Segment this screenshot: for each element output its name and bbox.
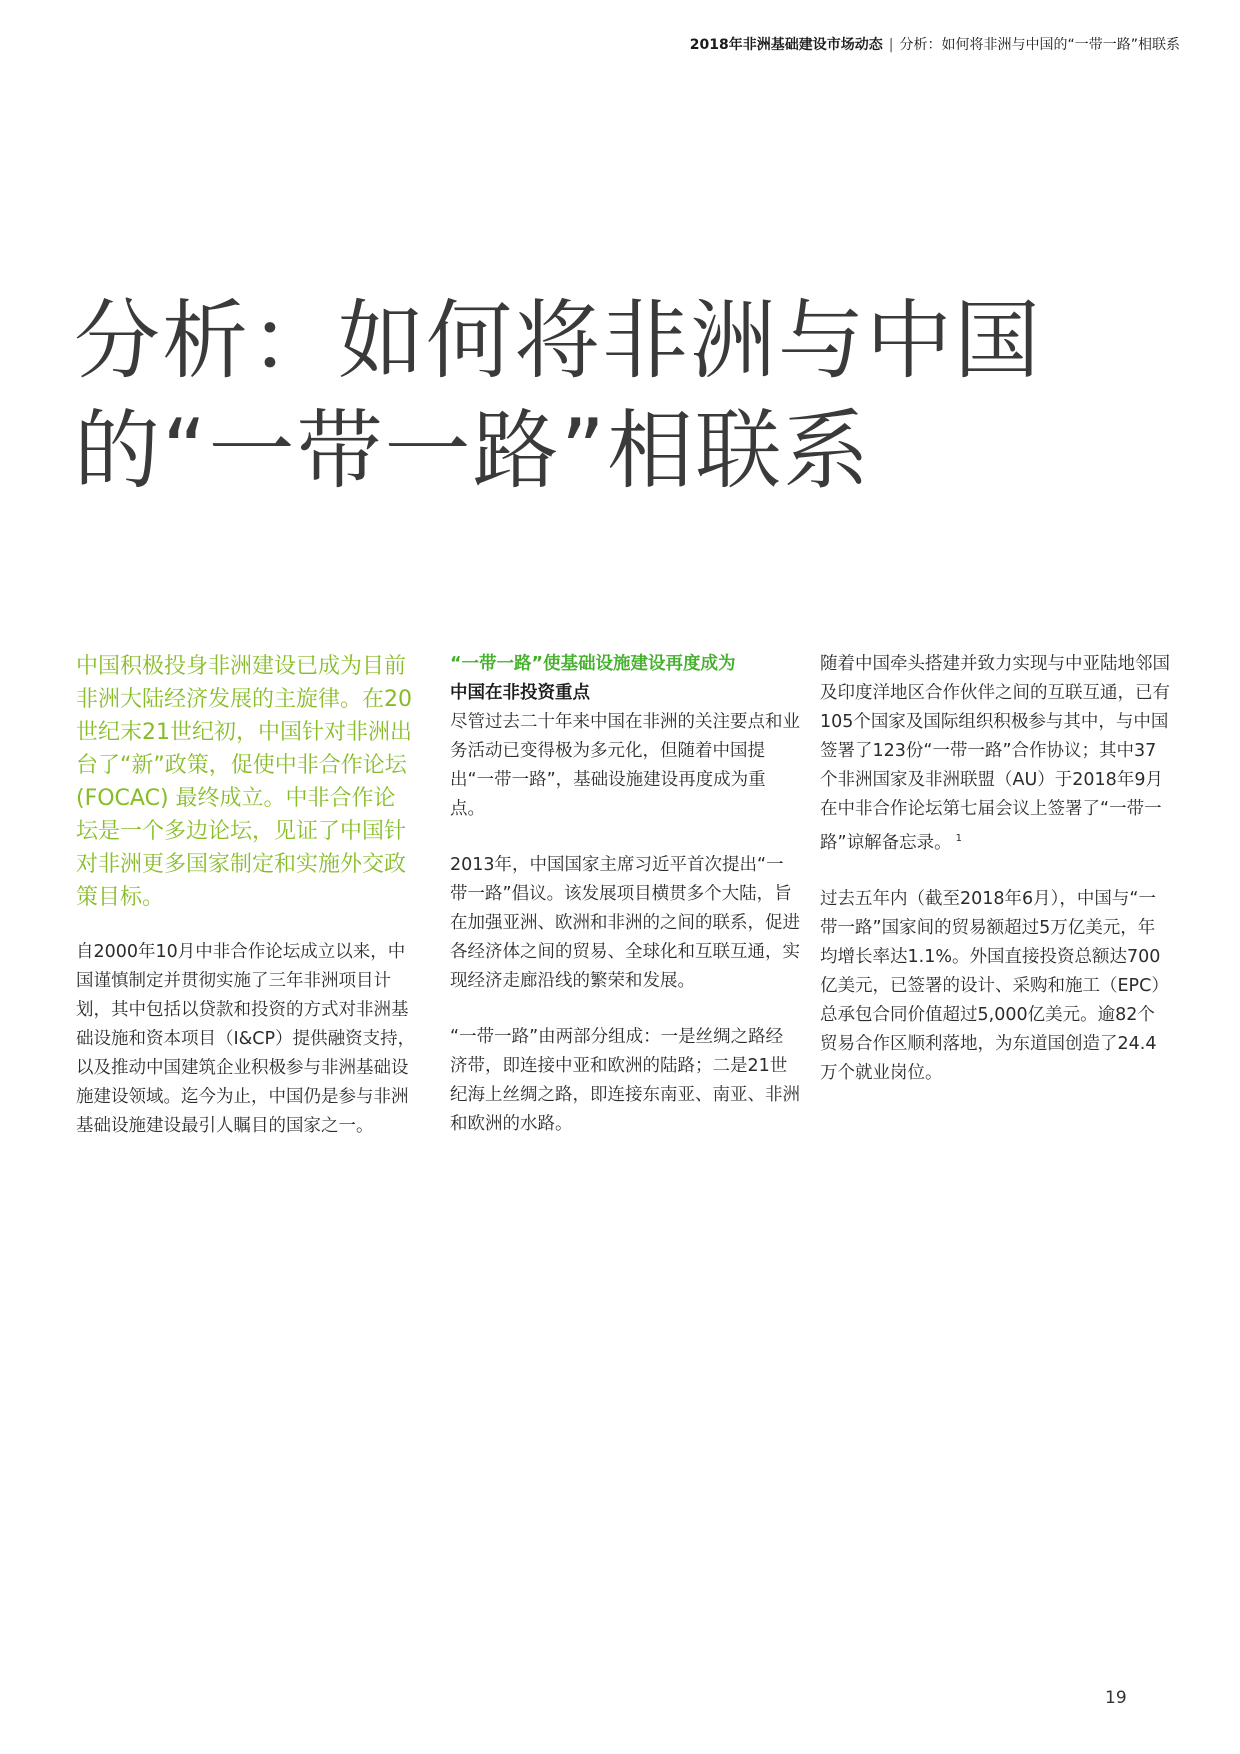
section-title: 分析：如何将非洲与中国的“一带一路”相联系 <box>899 37 1180 53</box>
subheading-dark-part: 中国在非投资重点 <box>450 683 590 703</box>
body-paragraph: 自2000年10月中非合作论坛成立以来，中国谨慎制定并贯彻实施了三年非洲项目计划，其中包括以贷款和投资的方式对非洲基础设施和资本项目（I&CP）提供融资支持，以及推动中国建筑企业积极参与非洲基础设施建设领域。迄今为止，中国仍是参与非洲基础设施建设最引人瞩目的国家之一。 <box>76 942 416 1136</box>
column-1 <box>76 650 416 1168</box>
body-paragraph: 尽管过去二十年来中国在非洲的关注要点和业务活动已变得极为多元化，但随着中国提出“一带一路”，基础设施建设再度成为重点。 <box>450 712 800 819</box>
body-paragraph: 2013年，中国国家主席习近平首次提出“一带一路”倡议。该发展项目横贯多个大陆，旨在加强亚洲、欧洲和非洲的之间的联系，促进各经济体之间的贸易、全球化和互联互通，实现经济走廊沿线的繁荣和发展。 <box>450 855 800 991</box>
subheading-green-part: “一带一路”使基础设施建设再度成为 <box>450 654 736 674</box>
body-paragraph: “一带一路”由两部分组成：一是丝绸之路经济带，即连接中亚和欧洲的陆路；二是21世纪海上丝绸之路，即连接东南亚、南亚、非洲和欧洲的水路。 <box>450 1027 800 1134</box>
column-3 <box>820 650 1170 1115</box>
page-title <box>74 286 1174 506</box>
page-title-line-2: 的“一带一路”相联系 <box>74 401 872 501</box>
page-title-line-1: 分析：如何将非洲与中国 <box>74 291 1042 391</box>
header-separator: | <box>888 37 894 53</box>
body-paragraph <box>820 650 1170 858</box>
body-paragraph-text: 随着中国牵头搭建并致力实现与中亚陆地邻国及印度洋地区合作伙伴之间的互联互通，已有105个国家及国际组织积极参与其中，与中国签署了123份“一带一路”合作协议；其中37个非洲国家及非洲联盟（AU）于2018年9月在中非合作论坛第七届会议上签署了“一带一路”谅解备忘录。 <box>820 654 1170 853</box>
report-title: 2018年非洲基础建设市场动态 <box>689 37 883 53</box>
body-paragraph: 过去五年内（截至2018年6月），中国与“一带一路”国家间的贸易额超过5万亿美元，年均增长率达1.1%。外国直接投资总额达700亿美元，已签署的设计、采购和施工（EPC）总承包合同价值超过5,000亿美元。逾82个贸易合作区顺利落地，为东道国创造了24.4万个就业岗位。 <box>820 888 1169 1083</box>
running-header <box>690 34 1180 54</box>
section-subheading <box>450 650 800 708</box>
column-2 <box>450 650 800 1166</box>
footnote-reference: 1 <box>955 833 962 844</box>
page-number: 19 <box>1105 1688 1127 1708</box>
lead-paragraph: 中国积极投身非洲建设已成为目前非洲大陆经济发展的主旋律。在20世纪末21世纪初，中国针对非洲出台了“新”政策，促使中非合作论坛 (FOCAC) 最终成立。中非合作论坛是一个多边论坛，见证了中国针对非洲更多国家制定和实施外交政策目标。 <box>76 654 412 910</box>
